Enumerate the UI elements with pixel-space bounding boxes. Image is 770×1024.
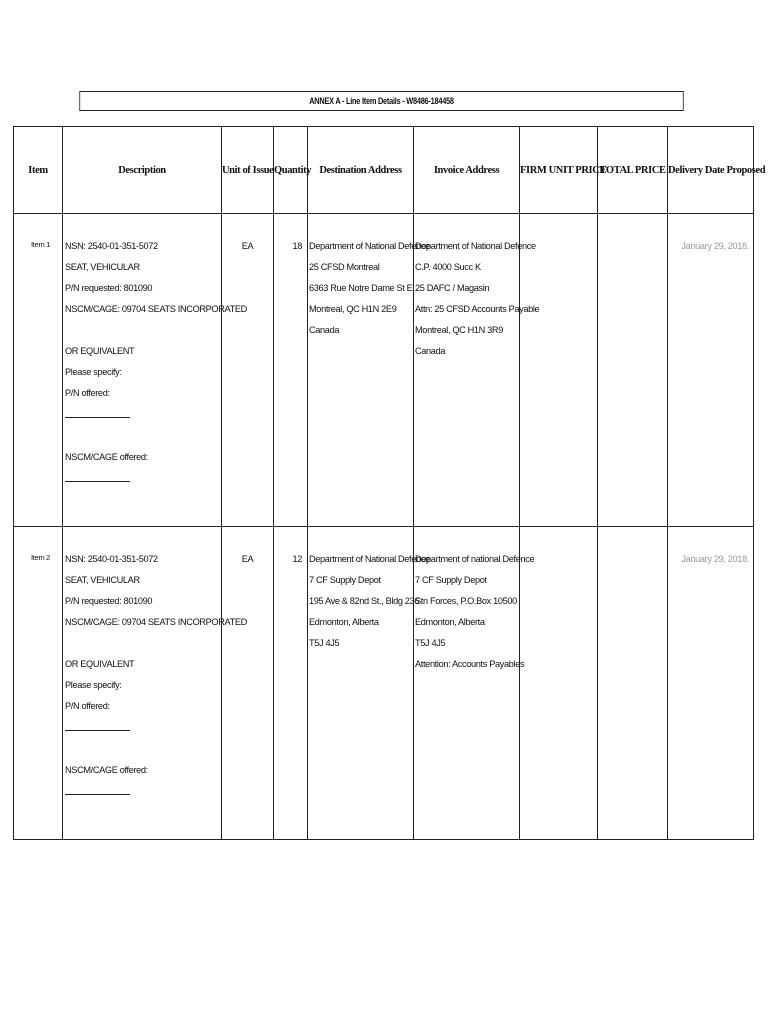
annex-title-text: ANNEX A - Line Item Details - W8486-184458	[309, 96, 454, 106]
cage-line: NSCM/CAGE: 09704 SEATS INCORPORATED	[65, 617, 247, 627]
destination-line: Department of National Defence	[309, 241, 430, 251]
invoice-line: T5J 4J5	[415, 638, 446, 648]
description-cell	[63, 214, 247, 527]
unit-value: EA	[241, 241, 254, 251]
header-total-price: TOTAL PRICE	[598, 127, 668, 214]
total-price-value[interactable]	[598, 214, 667, 236]
header-destination-address: Destination Address	[308, 127, 414, 214]
destination-line: Canada	[309, 325, 340, 335]
unit-cell	[222, 214, 274, 527]
quantity-cell	[274, 214, 308, 527]
quantity-cell	[274, 527, 308, 840]
invoice-line: C.P. 4000 Succ K	[415, 262, 481, 272]
item-number: Item 1	[31, 240, 51, 249]
delivery-date-cell[interactable]	[668, 214, 754, 527]
item-cell	[14, 214, 63, 527]
destination-line: 7 CF Supply Depot	[309, 575, 381, 585]
quantity-value: 18	[292, 241, 302, 251]
firm-unit-price-value[interactable]	[520, 527, 597, 549]
invoice-line: 7 CF Supply Depot	[415, 575, 487, 585]
header-quantity: Quantity	[274, 127, 308, 214]
header-item: Item	[14, 127, 63, 214]
header-firm-unit-price: FIRM UNIT PRICE	[520, 127, 598, 214]
pn-requested-line: P/N requested: 801090	[65, 283, 153, 293]
firm-unit-price-value[interactable]	[520, 214, 597, 236]
quantity-value: 12	[292, 554, 302, 564]
item-name-line: SEAT, VEHICULAR	[65, 575, 140, 585]
invoice-line: 25 DAFC / Magasin	[415, 283, 490, 293]
invoice-line: Montreal, QC H1N 3R9	[415, 325, 503, 335]
invoice-cell	[414, 527, 535, 840]
description-cell	[63, 527, 247, 840]
invoice-line: Department of National Defence	[415, 241, 536, 251]
pn-offered-label: P/N offered:	[65, 701, 110, 711]
invoice-line: Stn Forces, P.O.Box 10500	[415, 596, 517, 606]
destination-line: 25 CFSD Montreal	[309, 262, 380, 272]
delivery-date-value[interactable]: January 29, 2018.	[681, 241, 749, 251]
cage-offered-blank[interactable]	[65, 468, 130, 482]
cage-offered-label: NSCM/CAGE offered:	[65, 765, 148, 775]
destination-line: Montreal, QC H1N 2E9	[309, 304, 397, 314]
unit-value: EA	[241, 554, 254, 564]
nsn-line: NSN: 2540-01-351-5072	[65, 554, 158, 564]
invoice-line: Attention: Accounts Payables	[415, 659, 525, 669]
destination-line: Edmonton, Alberta	[309, 617, 379, 627]
pn-offered-blank[interactable]	[65, 717, 130, 731]
equivalent-line: OR EQUIVALENT	[65, 346, 135, 356]
destination-line: 195 Ave & 82nd St., Bldg 236	[309, 596, 420, 606]
header-unit-of-issue: Unit of Issue	[222, 127, 274, 214]
cage-offered-blank[interactable]	[65, 781, 130, 795]
firm-unit-price-cell[interactable]	[520, 214, 598, 527]
item-number: Item 2	[31, 553, 51, 562]
header-description: Description	[63, 127, 222, 214]
destination-cell	[308, 214, 430, 527]
cage-line: NSCM/CAGE: 09704 SEATS INCORPORATED	[65, 304, 247, 314]
item-name-line: SEAT, VEHICULAR	[65, 262, 140, 272]
please-specify-line: Please specify:	[65, 367, 122, 377]
header-delivery-date: Delivery Date Proposed	[668, 127, 754, 214]
pn-offered-blank[interactable]	[65, 404, 130, 418]
pn-offered-label: P/N offered:	[65, 388, 110, 398]
table-row	[14, 527, 754, 840]
invoice-line: Attn: 25 CFSD Accounts Payable	[415, 304, 540, 314]
invoice-line: Edmonton, Alberta	[415, 617, 485, 627]
destination-line: 6363 Rue Notre Dame St E.	[309, 283, 415, 293]
item-cell	[14, 527, 63, 840]
line-items-table	[13, 126, 766, 840]
delivery-date-cell[interactable]	[668, 527, 754, 840]
annex-title	[79, 91, 683, 111]
pn-requested-line: P/N requested: 801090	[65, 596, 153, 606]
header-row	[14, 127, 754, 214]
invoice-line: Department of national Defence	[415, 554, 535, 564]
equivalent-line: OR EQUIVALENT	[65, 659, 135, 669]
total-price-cell[interactable]	[598, 214, 668, 527]
total-price-value[interactable]	[598, 527, 667, 549]
header-invoice-address: Invoice Address	[414, 127, 520, 214]
invoice-cell	[414, 214, 540, 527]
unit-cell	[222, 527, 274, 840]
destination-line: Department of National Defence	[309, 554, 430, 564]
firm-unit-price-cell[interactable]	[520, 527, 598, 840]
delivery-date-value[interactable]: January 29, 2018.	[681, 554, 749, 564]
table-row	[14, 214, 754, 527]
destination-line: T5J 4J5	[309, 638, 340, 648]
cage-offered-label: NSCM/CAGE offered:	[65, 452, 148, 462]
destination-cell	[308, 527, 430, 840]
nsn-line: NSN: 2540-01-351-5072	[65, 241, 158, 251]
invoice-line: Canada	[415, 346, 446, 356]
please-specify-line: Please specify:	[65, 680, 122, 690]
total-price-cell[interactable]	[598, 527, 668, 840]
